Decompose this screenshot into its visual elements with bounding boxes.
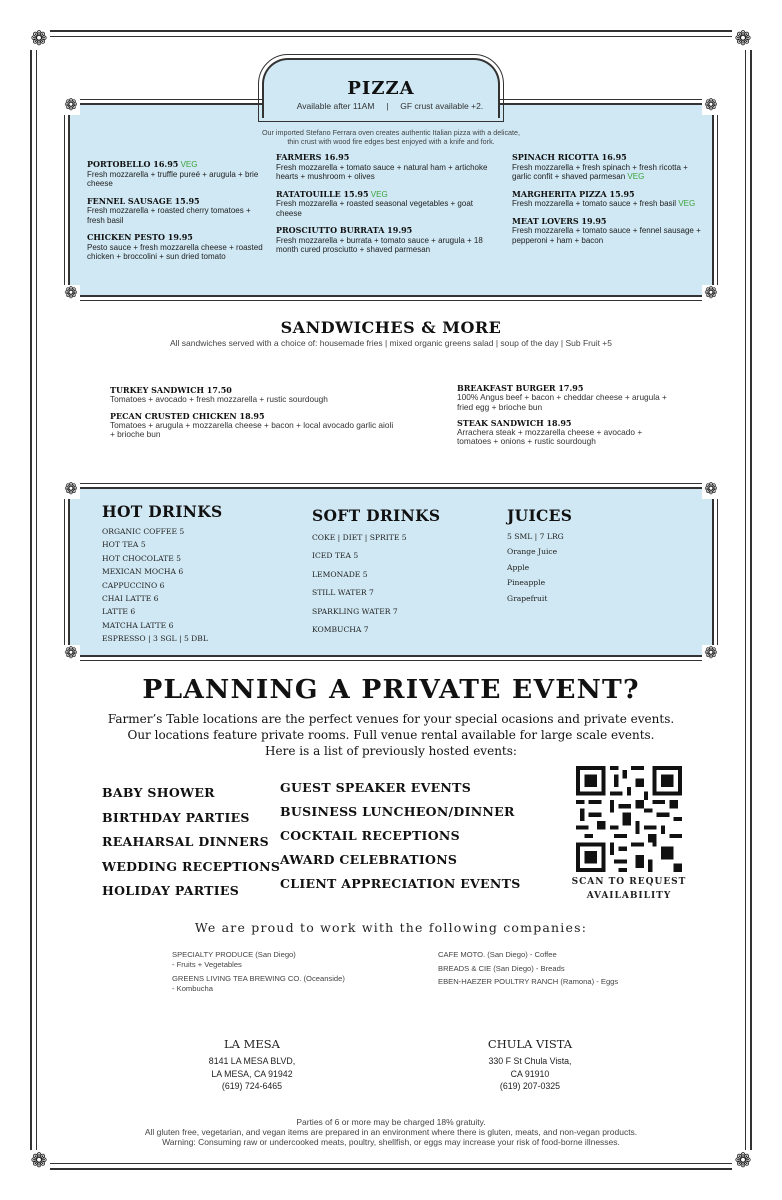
drink-item: STILL WATER 7 xyxy=(312,588,374,598)
address-line: LA MESA, CA 91942 xyxy=(211,1068,293,1079)
hot-drinks-column xyxy=(102,502,272,646)
item-description: Tomatoes + avocado + fresh mozzarella + rustic sourdough xyxy=(110,394,328,405)
menu-item xyxy=(110,412,410,440)
item-name: MEAT LOVERS 19.95 xyxy=(512,215,607,226)
gf-crust-text: GF crust available +2. xyxy=(400,101,484,111)
veg-badge: VEG xyxy=(180,160,198,169)
drink-item: MEXICAN MOCHA 6 xyxy=(102,567,184,577)
address-line: 330 F St Chula Vista, xyxy=(488,1056,572,1066)
item-name: PORTOBELLO 16.95 xyxy=(87,159,179,169)
item-description: Fresh mozzarella + fresh spinach + fresh ricotta + garlic confit + shaved parmesan xyxy=(512,162,688,181)
menu-item xyxy=(87,197,267,226)
partner-line: - Fruits + Vegetables xyxy=(172,960,242,970)
drink-item: HOT CHOCOLATE 5 xyxy=(102,553,181,563)
item-name: SPINACH RICOTTA 16.95 xyxy=(512,152,627,162)
drink-item: Grapefruit xyxy=(507,593,548,603)
event-type: COCKTAIL RECEPTIONS xyxy=(280,828,460,843)
flourish-icon: ❁ xyxy=(28,1150,50,1172)
veg-badge: VEG xyxy=(678,199,696,208)
menu-item xyxy=(276,190,501,219)
intro-line: Our imported Stefano Ferrara oven creates authentic Italian pizza with a delicate, xyxy=(261,128,521,137)
qr-label-line: SCAN TO REQUEST xyxy=(571,877,687,887)
drink-item: MATCHA LATTE 6 xyxy=(102,620,174,630)
drink-item: LEMONADE 5 xyxy=(312,569,368,579)
event-title: PLANNING A PRIVATE EVENT? xyxy=(142,674,640,705)
drink-item: Orange Juice xyxy=(507,547,558,557)
flourish-icon: ❁ xyxy=(28,28,50,50)
drink-item: HOT TEA 5 xyxy=(102,540,146,550)
partner-line: EBEN-HAEZER POULTRY RANCH (Ramona) - Eggs xyxy=(438,977,619,987)
item-description: Fresh mozzarella + tomato sauce + natural ham + artichoke hearts + mushroom + olives xyxy=(276,162,488,181)
soft-drinks-column xyxy=(312,506,482,639)
item-name: STEAK SANDWICH 18.95 xyxy=(457,417,572,428)
item-description: Fresh mozzarella + roasted seasonal vegetables + goat cheese xyxy=(276,199,474,218)
menu-item xyxy=(110,386,410,405)
events-column-1 xyxy=(102,785,282,908)
flourish-icon: ❁ xyxy=(702,481,720,499)
intro-line: thin crust with wood fire edges best enjoyed with a knife and fork. xyxy=(287,137,495,146)
drink-item: ICED TEA 5 xyxy=(312,551,359,561)
menu-item xyxy=(276,153,501,182)
flourish-icon: ❁ xyxy=(62,645,80,663)
drink-item: 5 SML | 7 LRG xyxy=(507,532,564,541)
event-type: WEDDING RECEPTIONS xyxy=(102,858,281,874)
event-type: REAHARSAL DINNERS xyxy=(102,834,269,849)
menu-item xyxy=(512,153,702,182)
flourish-icon: ❁ xyxy=(702,285,720,303)
menu-item xyxy=(276,226,501,255)
pizza-column-2 xyxy=(276,153,501,263)
address-line: CA 91910 xyxy=(510,1068,550,1079)
pizza-title: PIZZA xyxy=(347,78,415,99)
footer-line: Parties of 6 or more may be charged 18% gratuity. xyxy=(296,1117,486,1127)
address-line: 8141 LA MESA BLVD, xyxy=(208,1056,296,1066)
item-name: CHICKEN PESTO 19.95 xyxy=(87,232,193,242)
flourish-icon: ❁ xyxy=(62,481,80,499)
partners-left xyxy=(172,950,392,994)
flourish-icon: ❁ xyxy=(732,1150,754,1172)
item-name: MARGHERITA PIZZA 15.95 xyxy=(512,188,635,199)
item-name: FARMERS 16.95 xyxy=(276,152,350,162)
event-type: AWARD CELEBRATIONS xyxy=(280,852,458,867)
footer-disclaimer xyxy=(0,1117,782,1147)
drink-item: CHAI LATTE 6 xyxy=(102,594,159,604)
pizza-column-3 xyxy=(512,153,702,253)
flourish-icon: ❁ xyxy=(62,285,80,303)
drink-item: SPARKLING WATER 7 xyxy=(312,606,398,616)
partners-right xyxy=(438,950,678,991)
juices-title: JUICES xyxy=(507,506,573,525)
location-la-mesa xyxy=(172,1037,332,1093)
item-description: Fresh mozzarella + truffle pureé + arugula + brie cheese xyxy=(87,169,259,188)
events-column-2 xyxy=(280,780,540,900)
menu-item xyxy=(87,233,267,262)
location-name: CHULA VISTA xyxy=(487,1037,573,1051)
item-name: TURKEY SANDWICH 17.50 xyxy=(110,385,232,395)
pizza-intro xyxy=(230,128,552,146)
partners-title: We are proud to work with the following companies: xyxy=(194,920,588,935)
intro-line: Farmer’s Table locations are the perfect venues for your special ocasions and private events. xyxy=(107,712,675,726)
menu-item xyxy=(457,384,667,412)
drink-item: ORGANIC COFFEE 5 xyxy=(102,527,185,536)
event-type: GUEST SPEAKER EVENTS xyxy=(280,780,472,795)
availability-text: Available after 11AM xyxy=(296,101,375,111)
flourish-icon: ❁ xyxy=(62,97,80,115)
drink-item: Pineapple xyxy=(507,578,546,588)
qr-label xyxy=(560,875,698,903)
item-description: Tomatoes + arugula + mozzarella cheese + bacon + local avocado garlic aioli + brioche bun xyxy=(110,419,394,440)
item-description: Arrachera steak + mozzarella cheese + avocado + tomatoes + onions + rustic sourdough xyxy=(457,427,643,447)
item-description: Fresh mozzarella + tomato sauce + fennel sausage + pepperoni + ham + bacon xyxy=(512,226,701,245)
event-type: BUSINESS LUNCHEON/DINNER xyxy=(280,804,515,819)
item-name: RATATOUILLE 15.95 xyxy=(276,188,369,199)
qr-code[interactable] xyxy=(576,766,682,872)
partner-line: BREADS & CIE (San Diego) - Breads xyxy=(438,963,565,973)
divider: | xyxy=(386,101,389,111)
juices-column xyxy=(507,506,657,606)
item-name: PECAN CRUSTED CHICKEN 18.95 xyxy=(110,410,265,421)
partner-line: GREENS LIVING TEA BREWING CO. (Oceanside) xyxy=(172,973,345,983)
partner-line: CAFE MOTO. (San Diego) - Coffee xyxy=(438,950,557,959)
menu-item xyxy=(457,419,667,447)
event-intro xyxy=(0,711,782,759)
hot-drinks-title: HOT DRINKS xyxy=(102,502,223,521)
pizza-column-1 xyxy=(87,160,267,270)
item-description: Fresh mozzarella + burrata + tomato sauce + arugula + 18 month cured prosciutto + shaved parmesan xyxy=(276,235,483,254)
menu-item xyxy=(512,190,702,209)
veg-badge: VEG xyxy=(627,172,645,181)
drink-item: KOMBUCHA 7 xyxy=(312,625,369,635)
phone-number: (619) 724-6465 xyxy=(221,1081,283,1091)
qr-label-line: AVAILABILITY xyxy=(586,891,672,901)
event-type: BIRTHDAY PARTIES xyxy=(102,809,250,825)
item-description: Fresh mozzarella + roasted cherry tomatoes + fresh basil xyxy=(87,206,251,225)
pizza-availability xyxy=(200,101,580,111)
footer-line: Warning: Consuming raw or undercooked meats, poultry, shellfish, or eggs may increase your risk of food-borne illnesses. xyxy=(162,1137,620,1147)
footer-line: All gluten free, vegetarian, and vegan items are prepared in an environment where there is gluten, meats, and non-vegan products. xyxy=(144,1127,638,1137)
item-name: BREAKFAST BURGER 17.95 xyxy=(457,383,584,393)
drink-item: COKE | DIET | SPRITE 5 xyxy=(312,533,407,542)
item-description: Fresh mozzarella + tomato sauce + fresh basil xyxy=(512,199,677,208)
sandwiches-title: SANDWICHES & MORE xyxy=(280,318,502,337)
item-name: PROSCIUTTO BURRATA 19.95 xyxy=(276,225,413,235)
partner-line: SPECIALTY PRODUCE (San Diego) xyxy=(172,950,296,959)
menu-item xyxy=(512,217,702,246)
drink-item: CAPPUCCINO 6 xyxy=(102,580,165,590)
drink-item: ESPRESSO | 3 SGL | 5 DBL xyxy=(102,634,208,644)
sandwiches-right-column xyxy=(457,384,667,454)
item-description: 100% Angus beef + bacon + cheddar cheese + arugula + fried egg + brioche bun xyxy=(457,392,667,412)
location-chula-vista xyxy=(450,1037,610,1093)
item-name: FENNEL SAUSAGE 15.95 xyxy=(87,195,200,206)
intro-line: Here is a list of previously hosted events: xyxy=(265,744,517,758)
item-description: Pesto sauce + fresh mozzarella cheese + roasted chicken + broccolini + sun dried tomato xyxy=(87,242,263,261)
drink-item: Apple xyxy=(507,562,530,572)
event-type: HOLIDAY PARTIES xyxy=(102,883,240,898)
veg-badge: VEG xyxy=(370,189,388,199)
sandwiches-subtitle: All sandwiches served with a choice of: housemade fries | mixed organic greens salad | soup of the day | Sub Fruit +5 xyxy=(169,338,612,348)
flourish-icon: ❁ xyxy=(702,97,720,115)
flourish-icon: ❁ xyxy=(702,645,720,663)
flourish-icon: ❁ xyxy=(732,28,754,50)
soft-drinks-title: SOFT DRINKS xyxy=(312,506,441,525)
menu-item xyxy=(87,160,267,189)
intro-line: Our locations feature private rooms. Full venue rental available for large scale events. xyxy=(127,728,655,742)
phone-number: (619) 207-0325 xyxy=(499,1081,561,1091)
sandwiches-left-column xyxy=(110,386,410,446)
event-type: CLIENT APPRECIATION EVENTS xyxy=(280,876,521,891)
event-type: BABY SHOWER xyxy=(102,785,215,800)
drink-item: LATTE 6 xyxy=(102,607,136,617)
location-name: LA MESA xyxy=(224,1037,280,1051)
partner-line: - Kombucha xyxy=(172,984,213,994)
